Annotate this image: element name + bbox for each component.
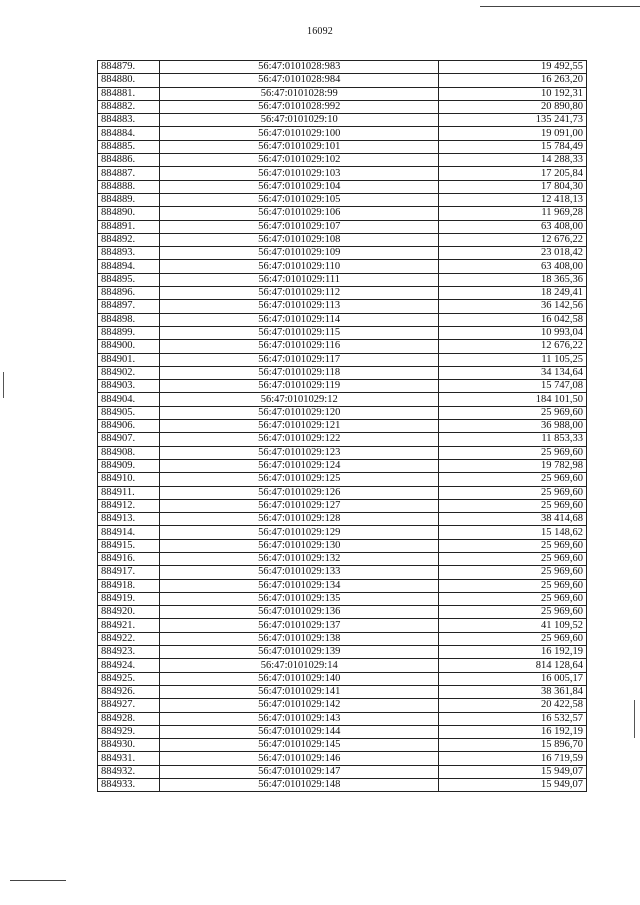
row-number-cell: 884932.	[98, 765, 160, 778]
cadastral-value-cell: 19 492,55	[439, 61, 587, 74]
table-row	[98, 699, 587, 712]
cadastral-value-cell: 19 782,98	[439, 459, 587, 472]
cadastral-value-cell: 25 969,60	[439, 486, 587, 499]
cadastral-number-cell: 56:47:0101029:136	[160, 606, 439, 619]
row-number-cell: 884926.	[98, 685, 160, 698]
row-number-cell: 884916.	[98, 552, 160, 565]
cadastral-value-cell: 12 418,13	[439, 193, 587, 206]
table-row	[98, 140, 587, 153]
cadastral-number-cell: 56:47:0101029:146	[160, 752, 439, 765]
cadastral-value-cell: 12 676,22	[439, 233, 587, 246]
cadastral-number-cell: 56:47:0101029:126	[160, 486, 439, 499]
cadastral-number-cell: 56:47:0101029:119	[160, 380, 439, 393]
cadastral-number-cell: 56:47:0101029:111	[160, 273, 439, 286]
table-row	[98, 646, 587, 659]
cadastral-value-cell: 10 192,31	[439, 87, 587, 100]
table-row	[98, 725, 587, 738]
table-row	[98, 313, 587, 326]
cadastral-value-cell: 38 414,68	[439, 513, 587, 526]
table-row	[98, 300, 587, 313]
row-number-cell: 884907.	[98, 433, 160, 446]
cadastral-value-cell: 15 148,62	[439, 526, 587, 539]
cadastral-value-cell: 41 109,52	[439, 619, 587, 632]
cadastral-value-cell: 135 241,73	[439, 114, 587, 127]
row-number-cell: 884920.	[98, 606, 160, 619]
cadastral-number-cell: 56:47:0101029:140	[160, 672, 439, 685]
cadastral-number-cell: 56:47:0101029:129	[160, 526, 439, 539]
cadastral-value-cell: 36 988,00	[439, 420, 587, 433]
cadastral-number-cell: 56:47:0101029:100	[160, 127, 439, 140]
cadastral-value-cell: 25 969,60	[439, 566, 587, 579]
row-number-cell: 884914.	[98, 526, 160, 539]
cadastral-number-cell: 56:47:0101029:108	[160, 233, 439, 246]
table-row	[98, 233, 587, 246]
cadastral-number-cell: 56:47:0101029:124	[160, 459, 439, 472]
cadastral-number-cell: 56:47:0101029:147	[160, 765, 439, 778]
table-row	[98, 486, 587, 499]
row-number-cell: 884902.	[98, 366, 160, 379]
cadastral-value-cell: 25 969,60	[439, 579, 587, 592]
cadastral-value-cell: 17 804,30	[439, 180, 587, 193]
table-row	[98, 167, 587, 180]
cadastral-number-cell: 56:47:0101029:118	[160, 366, 439, 379]
cadastral-number-cell: 56:47:0101029:138	[160, 632, 439, 645]
row-number-cell: 884930.	[98, 739, 160, 752]
row-number-cell: 884931.	[98, 752, 160, 765]
row-number-cell: 884921.	[98, 619, 160, 632]
cadastral-value-cell: 15 949,07	[439, 779, 587, 792]
table-row	[98, 632, 587, 645]
cadastral-value-cell: 15 896,70	[439, 739, 587, 752]
cadastral-number-cell: 56:47:0101029:101	[160, 140, 439, 153]
table-row	[98, 287, 587, 300]
cadastral-value-cell: 16 532,57	[439, 712, 587, 725]
row-number-cell: 884893.	[98, 247, 160, 260]
row-number-cell: 884890.	[98, 207, 160, 220]
cadastral-number-cell: 56:47:0101029:110	[160, 260, 439, 273]
cadastral-number-cell: 56:47:0101029:106	[160, 207, 439, 220]
cadastral-number-cell: 56:47:0101029:135	[160, 592, 439, 605]
cadastral-number-cell: 56:47:0101028:983	[160, 61, 439, 74]
row-number-cell: 884917.	[98, 566, 160, 579]
row-number-cell: 884887.	[98, 167, 160, 180]
cadastral-value-cell: 184 101,50	[439, 393, 587, 406]
table-row	[98, 260, 587, 273]
table-row	[98, 127, 587, 140]
table-row	[98, 353, 587, 366]
row-number-cell: 884903.	[98, 380, 160, 393]
cadastral-value-cell: 16 192,19	[439, 725, 587, 738]
cadastral-number-cell: 56:47:0101029:102	[160, 154, 439, 167]
table-row	[98, 380, 587, 393]
table-row	[98, 61, 587, 74]
row-number-cell: 884933.	[98, 779, 160, 792]
row-number-cell: 884909.	[98, 459, 160, 472]
registry-table	[97, 60, 587, 792]
table-row	[98, 473, 587, 486]
row-number-cell: 884898.	[98, 313, 160, 326]
row-number-cell: 884881.	[98, 87, 160, 100]
table-row	[98, 273, 587, 286]
table-row	[98, 193, 587, 206]
table-row	[98, 712, 587, 725]
row-number-cell: 884910.	[98, 473, 160, 486]
cadastral-value-cell: 11 969,28	[439, 207, 587, 220]
cadastral-number-cell: 56:47:0101029:104	[160, 180, 439, 193]
row-number-cell: 884888.	[98, 180, 160, 193]
cadastral-value-cell: 15 949,07	[439, 765, 587, 778]
cadastral-value-cell: 20 890,80	[439, 100, 587, 113]
cadastral-value-cell: 14 288,33	[439, 154, 587, 167]
cadastral-number-cell: 56:47:0101028:992	[160, 100, 439, 113]
table-row	[98, 526, 587, 539]
cadastral-value-cell: 16 719,59	[439, 752, 587, 765]
table-row	[98, 114, 587, 127]
cadastral-number-cell: 56:47:0101029:127	[160, 499, 439, 512]
row-number-cell: 884912.	[98, 499, 160, 512]
table-row	[98, 539, 587, 552]
cadastral-number-cell: 56:47:0101029:121	[160, 420, 439, 433]
cadastral-number-cell: 56:47:0101029:12	[160, 393, 439, 406]
cadastral-value-cell: 15 784,49	[439, 140, 587, 153]
margin-mark	[3, 384, 4, 398]
cadastral-value-cell: 25 969,60	[439, 592, 587, 605]
cadastral-number-cell: 56:47:0101029:143	[160, 712, 439, 725]
registry-table-body	[98, 61, 587, 792]
cadastral-value-cell: 25 969,60	[439, 606, 587, 619]
row-number-cell: 884928.	[98, 712, 160, 725]
cadastral-number-cell: 56:47:0101029:141	[160, 685, 439, 698]
cadastral-value-cell: 25 969,60	[439, 406, 587, 419]
table-row	[98, 513, 587, 526]
cadastral-value-cell: 11 853,33	[439, 433, 587, 446]
cadastral-number-cell: 56:47:0101029:134	[160, 579, 439, 592]
row-number-cell: 884889.	[98, 193, 160, 206]
row-number-cell: 884891.	[98, 220, 160, 233]
cadastral-number-cell: 56:47:0101029:142	[160, 699, 439, 712]
row-number-cell: 884919.	[98, 592, 160, 605]
cadastral-number-cell: 56:47:0101029:109	[160, 247, 439, 260]
table-row	[98, 247, 587, 260]
cadastral-number-cell: 56:47:0101029:112	[160, 287, 439, 300]
row-number-cell: 884885.	[98, 140, 160, 153]
table-row	[98, 154, 587, 167]
cadastral-number-cell: 56:47:0101028:99	[160, 87, 439, 100]
cadastral-value-cell: 11 105,25	[439, 353, 587, 366]
table-row	[98, 685, 587, 698]
cadastral-value-cell: 18 365,36	[439, 273, 587, 286]
table-row	[98, 606, 587, 619]
row-number-cell: 884908.	[98, 446, 160, 459]
row-number-cell: 884915.	[98, 539, 160, 552]
cadastral-number-cell: 56:47:0101029:114	[160, 313, 439, 326]
row-number-cell: 884927.	[98, 699, 160, 712]
row-number-cell: 884884.	[98, 127, 160, 140]
table-row	[98, 207, 587, 220]
cadastral-value-cell: 19 091,00	[439, 127, 587, 140]
cadastral-value-cell: 23 018,42	[439, 247, 587, 260]
header-rule	[480, 6, 640, 7]
table-row	[98, 220, 587, 233]
cadastral-number-cell: 56:47:0101029:123	[160, 446, 439, 459]
row-number-cell: 884897.	[98, 300, 160, 313]
row-number-cell: 884882.	[98, 100, 160, 113]
cadastral-number-cell: 56:47:0101029:148	[160, 779, 439, 792]
cadastral-number-cell: 56:47:0101029:105	[160, 193, 439, 206]
cadastral-number-cell: 56:47:0101029:133	[160, 566, 439, 579]
cadastral-value-cell: 25 969,60	[439, 473, 587, 486]
table-row	[98, 446, 587, 459]
cadastral-number-cell: 56:47:0101029:116	[160, 340, 439, 353]
table-row	[98, 552, 587, 565]
cadastral-value-cell: 38 361,84	[439, 685, 587, 698]
cadastral-value-cell: 25 969,60	[439, 446, 587, 459]
row-number-cell: 884900.	[98, 340, 160, 353]
cadastral-value-cell: 25 969,60	[439, 552, 587, 565]
row-number-cell: 884883.	[98, 114, 160, 127]
row-number-cell: 884904.	[98, 393, 160, 406]
table-row	[98, 619, 587, 632]
row-number-cell: 884901.	[98, 353, 160, 366]
table-row	[98, 499, 587, 512]
cadastral-number-cell: 56:47:0101029:117	[160, 353, 439, 366]
table-row	[98, 752, 587, 765]
table-row	[98, 672, 587, 685]
table-row	[98, 659, 587, 672]
cadastral-number-cell: 56:47:0101029:103	[160, 167, 439, 180]
row-number-cell: 884913.	[98, 513, 160, 526]
cadastral-number-cell: 56:47:0101029:14	[160, 659, 439, 672]
margin-mark	[634, 700, 635, 738]
row-number-cell: 884895.	[98, 273, 160, 286]
table-row	[98, 459, 587, 472]
table-row	[98, 180, 587, 193]
cadastral-number-cell: 56:47:0101029:122	[160, 433, 439, 446]
cadastral-value-cell: 25 969,60	[439, 499, 587, 512]
cadastral-value-cell: 36 142,56	[439, 300, 587, 313]
row-number-cell: 884905.	[98, 406, 160, 419]
cadastral-value-cell: 16 042,58	[439, 313, 587, 326]
cadastral-number-cell: 56:47:0101029:130	[160, 539, 439, 552]
cadastral-number-cell: 56:47:0101029:132	[160, 552, 439, 565]
table-row	[98, 366, 587, 379]
table-row	[98, 340, 587, 353]
cadastral-number-cell: 56:47:0101029:128	[160, 513, 439, 526]
cadastral-value-cell: 16 263,20	[439, 74, 587, 87]
row-number-cell: 884894.	[98, 260, 160, 273]
cadastral-number-cell: 56:47:0101029:144	[160, 725, 439, 738]
cadastral-value-cell: 25 969,60	[439, 632, 587, 645]
row-number-cell: 884923.	[98, 646, 160, 659]
cadastral-number-cell: 56:47:0101029:120	[160, 406, 439, 419]
cadastral-value-cell: 10 993,04	[439, 326, 587, 339]
table-row	[98, 420, 587, 433]
table-row	[98, 100, 587, 113]
cadastral-number-cell: 56:47:0101029:107	[160, 220, 439, 233]
table-row	[98, 433, 587, 446]
row-number-cell: 884906.	[98, 420, 160, 433]
row-number-cell: 884880.	[98, 74, 160, 87]
row-number-cell: 884929.	[98, 725, 160, 738]
table-row	[98, 765, 587, 778]
row-number-cell: 884896.	[98, 287, 160, 300]
cadastral-value-cell: 18 249,41	[439, 287, 587, 300]
row-number-cell: 884899.	[98, 326, 160, 339]
table-row	[98, 87, 587, 100]
row-number-cell: 884922.	[98, 632, 160, 645]
table-row	[98, 592, 587, 605]
cadastral-number-cell: 56:47:0101029:115	[160, 326, 439, 339]
cadastral-value-cell: 15 747,08	[439, 380, 587, 393]
table-row	[98, 74, 587, 87]
cadastral-value-cell: 63 408,00	[439, 260, 587, 273]
cadastral-number-cell: 56:47:0101029:10	[160, 114, 439, 127]
cadastral-value-cell: 20 422,58	[439, 699, 587, 712]
row-number-cell: 884886.	[98, 154, 160, 167]
cadastral-value-cell: 17 205,84	[439, 167, 587, 180]
row-number-cell: 884892.	[98, 233, 160, 246]
page-number: 16092	[307, 26, 333, 37]
row-number-cell: 884924.	[98, 659, 160, 672]
table-row	[98, 566, 587, 579]
cadastral-value-cell: 63 408,00	[439, 220, 587, 233]
cadastral-number-cell: 56:47:0101029:137	[160, 619, 439, 632]
cadastral-number-cell: 56:47:0101028:984	[160, 74, 439, 87]
cadastral-number-cell: 56:47:0101029:145	[160, 739, 439, 752]
cadastral-value-cell: 814 128,64	[439, 659, 587, 672]
row-number-cell: 884911.	[98, 486, 160, 499]
table-row	[98, 326, 587, 339]
table-row	[98, 739, 587, 752]
table-row	[98, 393, 587, 406]
cadastral-number-cell: 56:47:0101029:113	[160, 300, 439, 313]
row-number-cell: 884925.	[98, 672, 160, 685]
table-row	[98, 779, 587, 792]
table-row	[98, 406, 587, 419]
footer-rule	[10, 880, 66, 881]
cadastral-value-cell: 12 676,22	[439, 340, 587, 353]
margin-mark	[3, 372, 4, 384]
cadastral-number-cell: 56:47:0101029:125	[160, 473, 439, 486]
cadastral-value-cell: 34 134,64	[439, 366, 587, 379]
cadastral-value-cell: 16 005,17	[439, 672, 587, 685]
row-number-cell: 884879.	[98, 61, 160, 74]
cadastral-value-cell: 16 192,19	[439, 646, 587, 659]
cadastral-value-cell: 25 969,60	[439, 539, 587, 552]
table-row	[98, 579, 587, 592]
row-number-cell: 884918.	[98, 579, 160, 592]
cadastral-number-cell: 56:47:0101029:139	[160, 646, 439, 659]
